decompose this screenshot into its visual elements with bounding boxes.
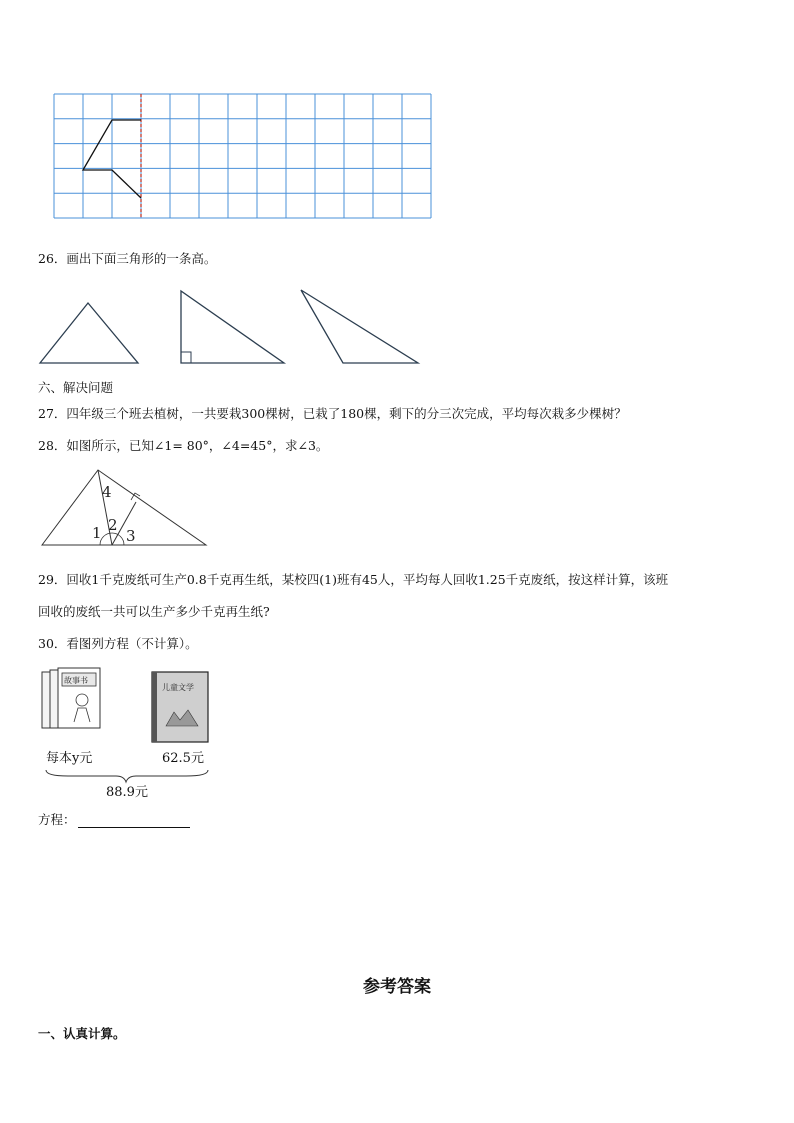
q26-text: 26．画出下面三角形的一条高。	[38, 251, 217, 266]
single-price-label: 62.5元	[162, 751, 204, 766]
big-triangle	[42, 470, 206, 545]
grid-figure	[54, 94, 434, 219]
triangle-acute	[40, 303, 138, 363]
story-book-title: 故事书	[64, 676, 88, 685]
angle-label-4: 4	[102, 483, 112, 501]
triangle-obtuse	[301, 290, 418, 363]
literature-book-title: 儿童文学	[162, 683, 194, 692]
q29-line1: 29．回收1千克废纸可生产0.8千克再生纸，某校四(1)班有45人，平均每人回收1.25千克废纸，按这样计算，该班	[38, 572, 669, 587]
literature-book-spine	[152, 672, 157, 742]
q30-text: 30．看图列方程（不计算）。	[38, 636, 198, 651]
angle-label-1: 1	[92, 524, 102, 542]
triangle-right	[181, 291, 284, 363]
answers-section1: 一、认真计算。	[38, 1026, 126, 1041]
equation-label: 方程：	[38, 812, 76, 827]
equation-line	[38, 812, 190, 828]
q28-text: 28．如图所示，已知∠1= 80°，∠4=45°，求∠3。	[38, 438, 329, 453]
q27-text: 27．四年级三个班去植树，一共要栽300棵树，已栽了180棵，剩下的分三次完成，平均每次栽多少棵树？	[38, 406, 627, 421]
angle-label-2: 2	[108, 516, 118, 534]
equation-blank[interactable]	[78, 814, 190, 828]
total-label: 88.9元	[106, 785, 148, 800]
q28-angle-figure	[40, 468, 215, 548]
answers-title: 参考答案	[363, 977, 431, 997]
q29-line2: 回收的废纸一共可以生产多少千克再生纸?	[38, 604, 270, 619]
section6-title: 六、解决问题	[38, 380, 114, 395]
angle-label-3: 3	[126, 527, 136, 545]
total-brace	[46, 770, 208, 782]
grid-lines	[54, 94, 431, 218]
right-angle-mark	[181, 352, 191, 363]
each-price-label: 每本y元	[46, 751, 93, 766]
q26-triangles	[38, 288, 438, 368]
q30-books-figure	[38, 666, 218, 801]
